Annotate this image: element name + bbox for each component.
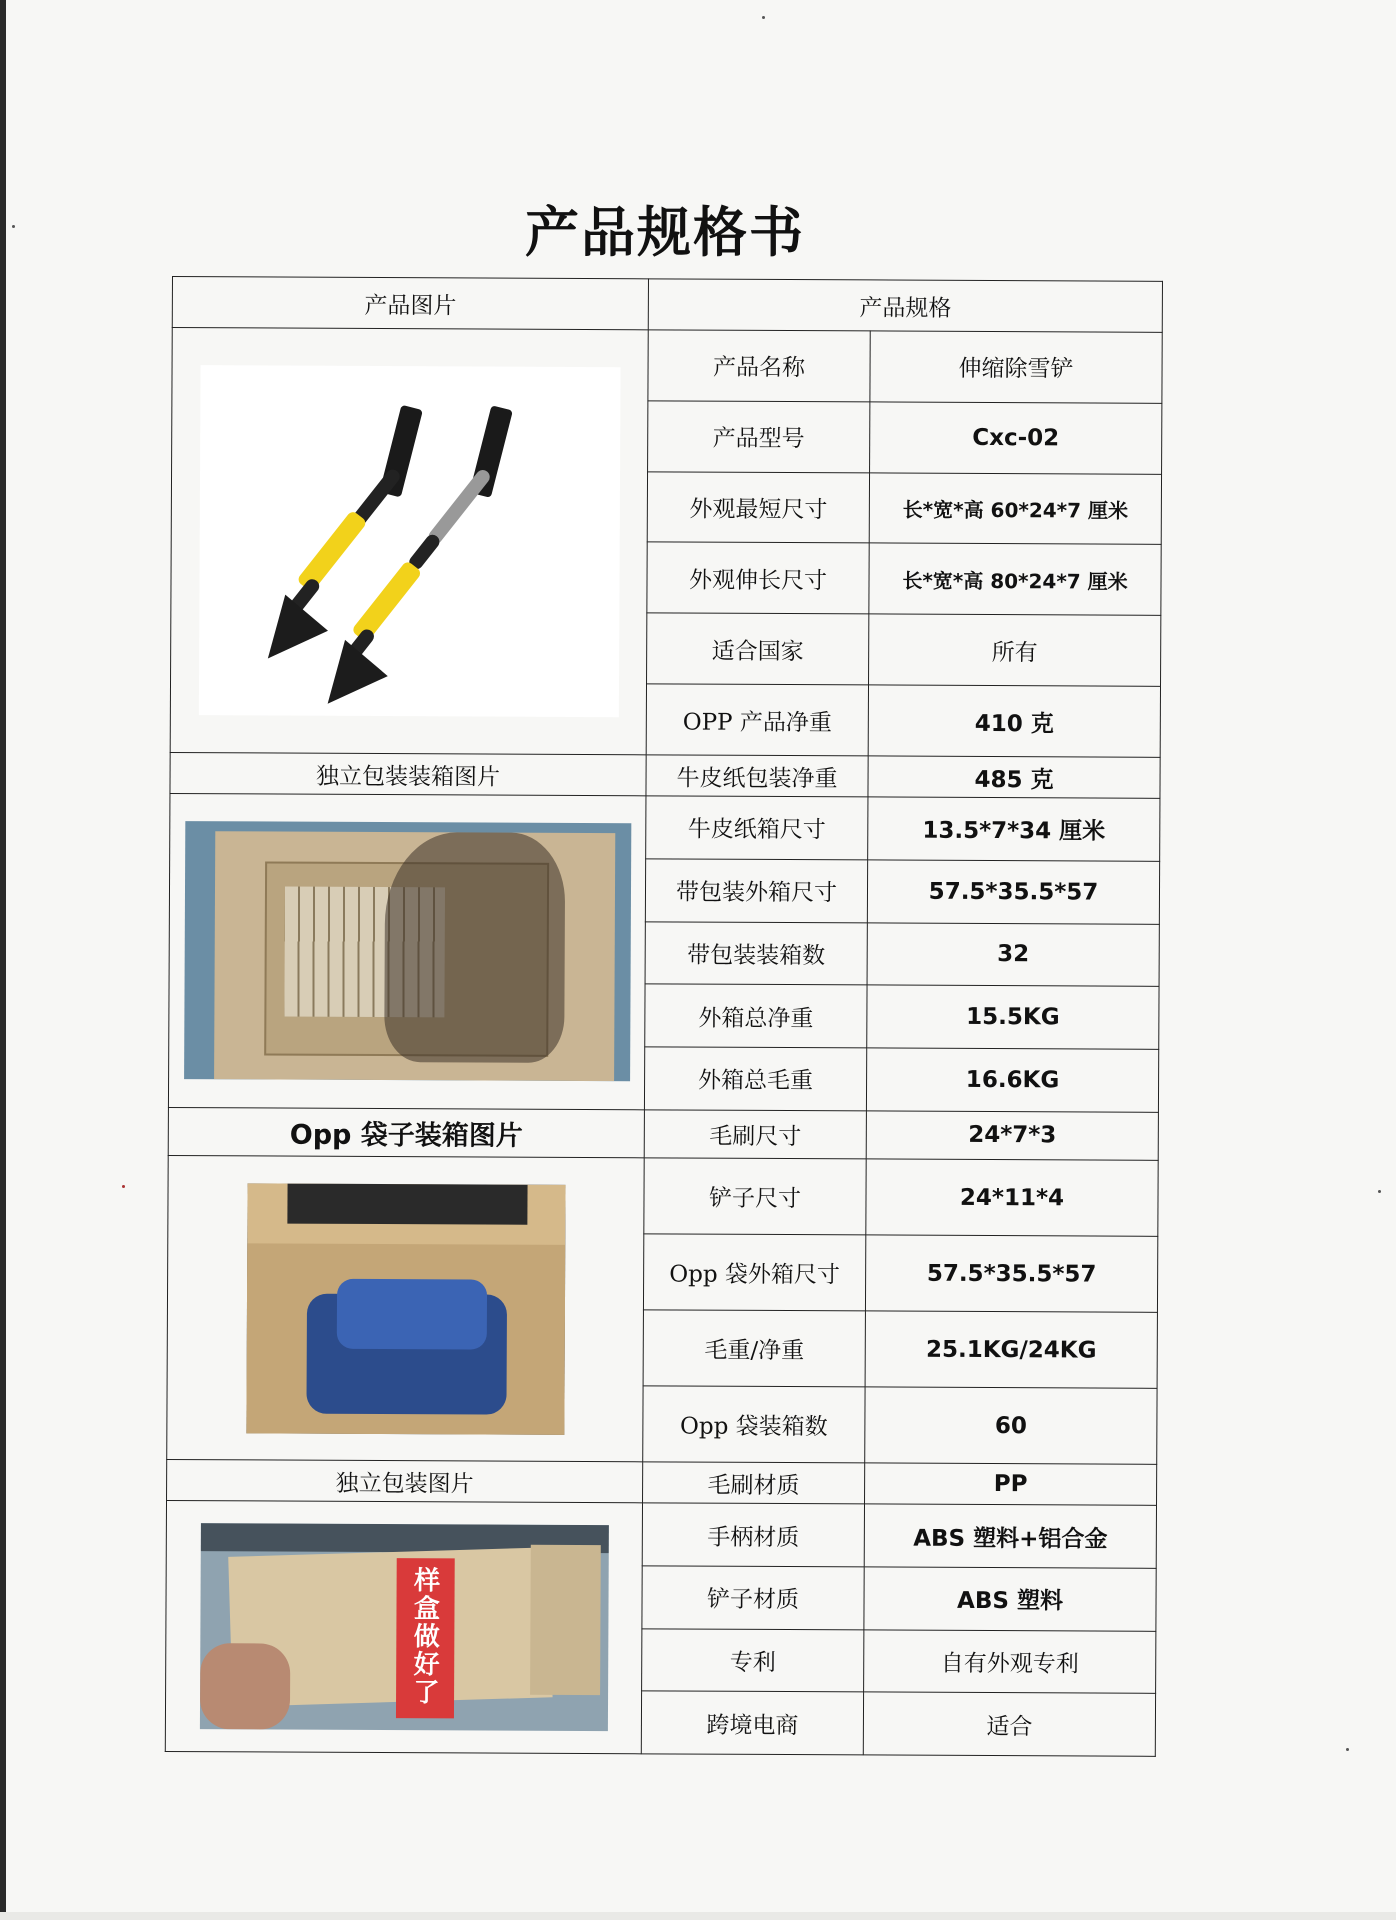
row-value: 13.5*7*34 厘米 [868, 797, 1160, 861]
section-title: 独立包装装箱图片 [170, 752, 646, 795]
opp-carton-photo-cell [167, 1156, 644, 1462]
row-value: 410 克 [868, 685, 1160, 757]
row-label: 带包装外箱尺寸 [645, 859, 867, 923]
row-label: 手柄材质 [642, 1503, 864, 1567]
row-label: 外箱总毛重 [644, 1047, 866, 1111]
table-row [168, 1107, 1158, 1160]
row-label: 专利 [642, 1628, 864, 1692]
scan-bottom-edge [0, 1912, 1396, 1920]
table-row [172, 328, 1162, 404]
row-label: 外箱总净重 [645, 984, 867, 1048]
row-label: 毛刷尺寸 [644, 1110, 866, 1160]
row-value: 485 克 [868, 756, 1160, 799]
row-label: 跨境电商 [641, 1691, 863, 1755]
spec-header: 产品规格 [648, 279, 1162, 333]
table-row [166, 1501, 1156, 1568]
row-value: 57.5*35.5*57 [865, 1235, 1157, 1312]
table-row [168, 1156, 1158, 1237]
row-value: 伸缩除雪铲 [870, 331, 1162, 403]
row-value: 适合 [863, 1692, 1155, 1756]
row-value: 24*7*3 [866, 1111, 1158, 1161]
package-photo [199, 1523, 608, 1731]
product-photo-cell [170, 328, 648, 755]
header-row [172, 277, 1162, 333]
row-label: Opp 袋外箱尺寸 [643, 1234, 865, 1311]
row-value: 15.5KG [867, 985, 1159, 1049]
row-value: 16.6KG [866, 1048, 1158, 1112]
row-value: 32 [867, 922, 1159, 986]
row-label: 产品型号 [648, 401, 870, 473]
row-label: 带包装装箱数 [645, 921, 867, 985]
row-value: 25.1KG/24KG [865, 1311, 1157, 1388]
row-value: 所有 [869, 614, 1161, 686]
sample-box-tag: 样盒做好了 [395, 1558, 454, 1718]
spec-table [165, 276, 1163, 1757]
section-title: Opp 袋子装箱图片 [168, 1107, 644, 1158]
scan-speck [1378, 1190, 1381, 1193]
row-value: 24*11*4 [866, 1159, 1158, 1236]
picture-header: 产品图片 [172, 277, 648, 330]
row-label: 适合国家 [647, 613, 869, 685]
row-label: 外观最短尺寸 [647, 471, 869, 543]
row-label: 铲子尺寸 [644, 1158, 866, 1235]
row-label: 毛刷材质 [643, 1462, 865, 1504]
document-title: 产品规格书 [525, 200, 805, 264]
scan-speck [762, 16, 765, 19]
product-photo [198, 365, 620, 717]
row-label: 产品名称 [648, 330, 870, 402]
row-value: PP [865, 1463, 1157, 1506]
row-value: 自有外观专利 [864, 1629, 1156, 1693]
row-label: 毛重/净重 [643, 1310, 865, 1387]
section-title: 独立包装图片 [167, 1460, 643, 1503]
row-label: 牛皮纸包装净重 [646, 755, 868, 797]
carton-photo [184, 821, 631, 1081]
row-label: 铲子材质 [642, 1566, 864, 1630]
scan-speck [1346, 1748, 1349, 1751]
row-value: Cxc-02 [870, 402, 1162, 474]
row-label: 牛皮纸箱尺寸 [646, 796, 868, 860]
row-value: ABS 塑料+铝合金 [864, 1504, 1156, 1568]
table-row [170, 794, 1160, 862]
spec-sheet [165, 276, 1162, 1757]
package-photo-cell [165, 1501, 642, 1754]
row-label: 外观伸长尺寸 [647, 542, 869, 614]
row-value: 57.5*35.5*57 [867, 860, 1159, 924]
table-row [170, 752, 1160, 798]
row-value: 长*宽*高 80*24*7 厘米 [869, 543, 1161, 615]
row-value: ABS 塑料 [864, 1567, 1156, 1631]
scan-speck [122, 1185, 125, 1188]
row-value: 长*宽*高 60*24*7 厘米 [869, 473, 1161, 545]
table-row [167, 1460, 1157, 1506]
opp-carton-photo [246, 1183, 565, 1435]
scan-edge [0, 0, 6, 1920]
carton-photo-cell [168, 794, 646, 1110]
row-label: OPP 产品净重 [646, 684, 868, 756]
row-value: 60 [865, 1387, 1157, 1464]
row-label: Opp 袋装箱数 [643, 1386, 865, 1463]
